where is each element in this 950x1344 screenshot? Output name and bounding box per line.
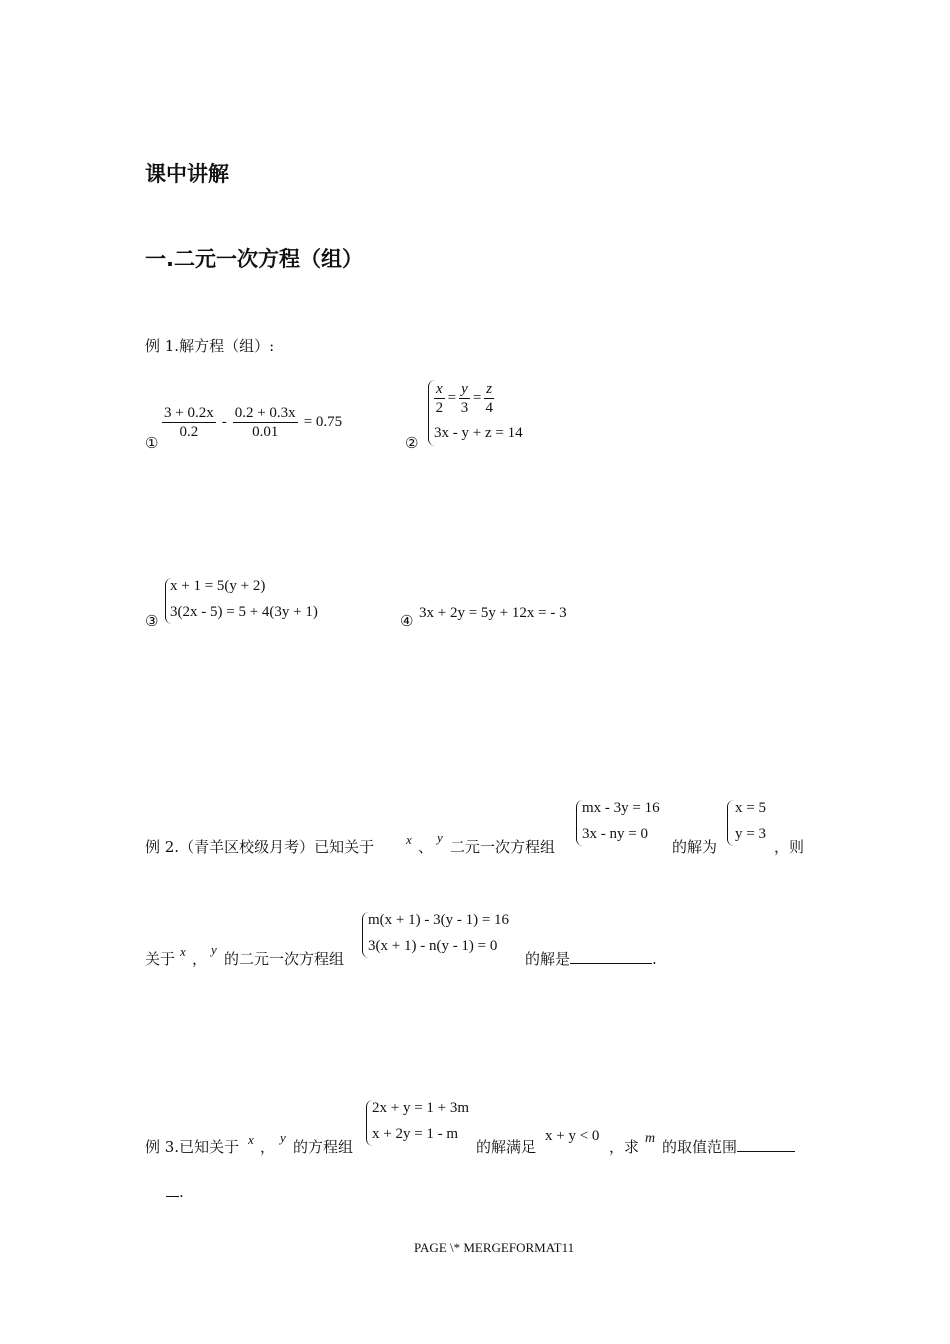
- example-2-text-f: 的二元一次方程组: [224, 950, 345, 968]
- system-1-line-2: 3x - ny = 0: [582, 826, 648, 842]
- example-3-text-c: 的解满足: [476, 1138, 537, 1156]
- example-3-text-e: 的取值范围: [662, 1136, 795, 1157]
- problem-4-equation: 3x + 2y = 5y + 12x = - 3: [419, 605, 567, 621]
- system-1-line-1: mx - 3y = 16: [582, 800, 660, 816]
- problem-2-line-1: $\frac{x}{2}$ = $\frac{y}{3}$ = $\frac{z}{4}$: [435, 381, 493, 416]
- subsection-title: 一.二元一次方程（组）: [145, 247, 363, 271]
- answer-blank: [737, 1137, 795, 1152]
- problem-2-line-2: 3x - y + z = 14: [434, 425, 523, 441]
- example-2-text-d: ，则: [774, 838, 805, 856]
- solution-line-2: y = 3: [735, 826, 766, 842]
- problem-3-marker: ③: [145, 612, 159, 630]
- fraction-2: $\frac{0.2 + 0.3x}{0.01}$: [234, 405, 296, 440]
- section-title: 课中讲解: [145, 162, 229, 186]
- var-m: m: [645, 1131, 656, 1146]
- brace: [727, 800, 734, 846]
- problem-1-marker: ①: [145, 434, 159, 452]
- answer-blank: [570, 949, 652, 964]
- problem-3-line-2: 3(2x - 5) = 5 + 4(3y + 1): [170, 604, 318, 620]
- example-3-text-b: 的方程组: [293, 1138, 354, 1156]
- example-2-text-a: 例 2.（青羊区校级月考）已知关于: [145, 838, 375, 856]
- system-2-line-2: 3(x + 1) - n(y - 1) = 0: [368, 938, 498, 954]
- separator: 、: [418, 838, 434, 856]
- fraction-1: $\frac{3 + 0.2x}{0.2}$: [164, 405, 214, 440]
- var-y: y: [280, 1130, 286, 1145]
- problem-3-line-1: x + 1 = 5(y + 2): [170, 578, 266, 594]
- example-2-text-e: 关于: [145, 950, 176, 968]
- answer-blank-continued: .: [166, 1182, 184, 1201]
- var-x: x: [406, 832, 412, 847]
- system-3-line-2: x + 2y = 1 - m: [372, 1126, 459, 1142]
- var-x: x: [248, 1132, 254, 1147]
- var-y: y: [437, 830, 443, 845]
- example-2-text-g: 的解是 .: [525, 950, 657, 968]
- system-2-line-1: m(x + 1) - 3(y - 1) = 16: [368, 912, 510, 928]
- system-3-line-1: 2x + y = 1 + 3m: [372, 1100, 470, 1116]
- condition: x + y < 0: [545, 1128, 600, 1144]
- var-y: y: [211, 942, 217, 957]
- example-3-text-d: ，求: [609, 1138, 640, 1156]
- example-2-text-c: 的解为: [672, 838, 718, 856]
- solution-line-1: x = 5: [735, 800, 766, 816]
- var-x: x: [180, 944, 186, 959]
- problem-2-marker: ②: [405, 434, 419, 452]
- separator: ，: [192, 950, 208, 968]
- example-2-text-b: 二元一次方程组: [450, 838, 556, 856]
- problem-4-marker: ④: [400, 612, 414, 630]
- example-3-text-a: 例 3.已知关于: [145, 1138, 240, 1156]
- example-1-label: 例 1.解方程（组）:: [145, 337, 275, 355]
- problem-1-equation: $\frac{3 + 0.2x}{0.2}$ - $\frac{0.2 + 0.3x}{0.01}$ = 0.75: [164, 405, 343, 440]
- page-footer: PAGE \* MERGEFORMAT11: [414, 1240, 575, 1255]
- separator: ，: [260, 1138, 276, 1156]
